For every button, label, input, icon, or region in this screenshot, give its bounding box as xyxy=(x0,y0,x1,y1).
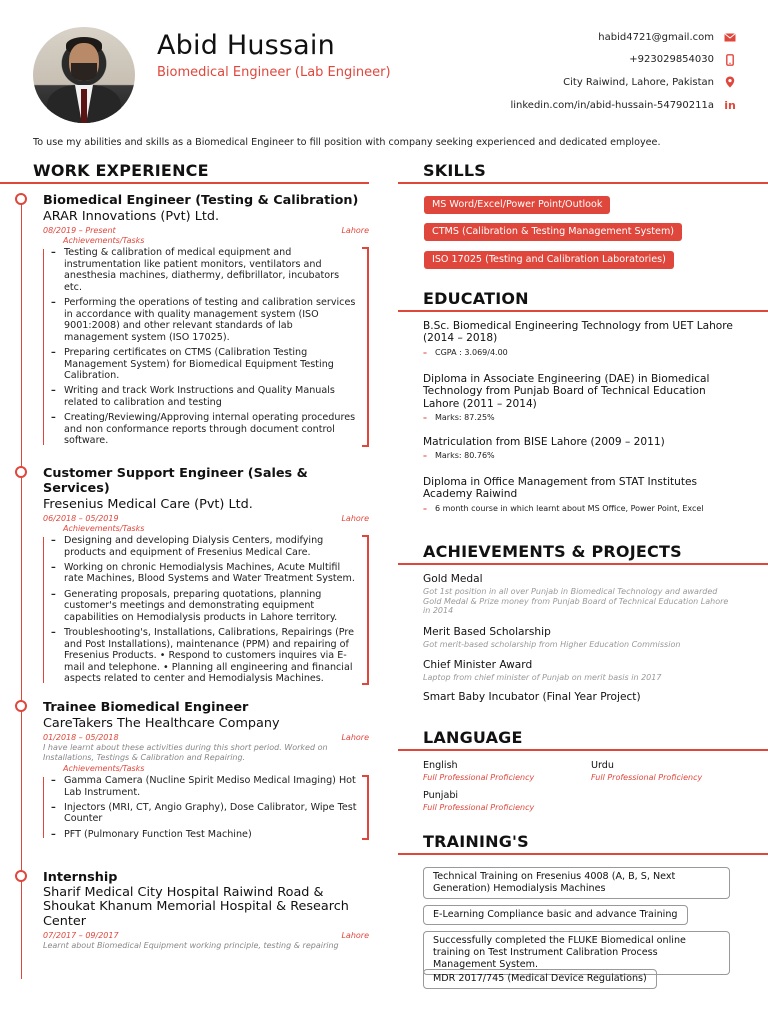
job-meta xyxy=(43,514,369,523)
job-company: Fresenius Medical Care (Pvt) Ltd. xyxy=(43,497,253,512)
education-detail: – 6 month course in which learnt about MS Office, Power Point, Excel xyxy=(423,504,733,513)
section-title-education: EDUCATION xyxy=(423,289,529,308)
job-title: Biomedical Engineer (Testing & Calibration) xyxy=(43,193,359,208)
section-title-work: WORK EXPERIENCE xyxy=(33,161,209,180)
training-entry: Technical Training on Fresenius 4008 (A, B, S, Next Generation) Hemodialysis Machines xyxy=(423,867,730,899)
contact-location: City Raiwind, Lahore, Pakistan xyxy=(510,71,736,94)
section-rule-language xyxy=(398,749,768,751)
timeline-dot xyxy=(15,870,27,882)
achievement-title: Chief Minister Award xyxy=(423,659,533,671)
achievement-title: Gold Medal xyxy=(423,573,483,585)
achievement-entry xyxy=(423,626,733,650)
job-title: Internship xyxy=(43,870,118,885)
section-rule-work xyxy=(0,182,369,184)
job-location: Lahore xyxy=(341,514,369,523)
job-entry xyxy=(43,700,369,844)
job-location: Lahore xyxy=(341,733,369,742)
language-entry xyxy=(423,760,534,782)
education-detail: – CGPA : 3.069/4.00 xyxy=(423,348,733,357)
section-rule-trainings xyxy=(398,853,768,855)
job-location: Lahore xyxy=(341,931,369,941)
section-rule-education xyxy=(398,310,768,312)
list-item: – PFT (Pulmonary Function Test Machine) xyxy=(51,829,357,841)
training-entry: E-Learning Compliance basic and advance Training xyxy=(423,905,688,925)
list-item: – Creating/Reviewing/Approving internal operating procedures and non conformance reports through document control software. xyxy=(51,412,357,447)
task-list xyxy=(43,247,369,447)
list-item: – Injectors (MRI, CT, Angio Graphy), Dose Calibrator, Wipe Test Counter xyxy=(51,802,357,825)
achievement-title: Merit Based Scholarship xyxy=(423,626,551,638)
section-title-language: LANGUAGE xyxy=(423,728,523,747)
job-meta xyxy=(43,931,369,940)
linkedin-icon: in xyxy=(724,98,736,112)
timeline-line xyxy=(21,199,22,979)
section-title-achievements: ACHIEVEMENTS & PROJECTS xyxy=(423,542,682,561)
phone-icon xyxy=(724,54,736,66)
timeline-dot xyxy=(15,193,27,205)
section-rule-skills xyxy=(398,182,768,184)
achievement-entry xyxy=(423,659,733,683)
candidate-role: Biomedical Engineer (Lab Engineer) xyxy=(157,65,391,80)
training-entry: Successfully completed the FLUKE Biomedical online training on Test Instrument Calibration Process Management System. xyxy=(423,931,730,975)
job-description: I have learnt about these activities during this short period. Worked on Installations, Testings & Calibration and Repairing. xyxy=(43,743,328,762)
job-entry xyxy=(43,870,369,951)
contact-email[interactable]: habid4721@gmail.com xyxy=(510,26,736,49)
skill-tag: ISO 17025 (Testing and Calibration Laboratories) xyxy=(424,251,674,269)
contact-linkedin[interactable]: linkedin.com/in/abid-hussain-54790211a in xyxy=(510,98,736,112)
achievements-label: Achievements/Tasks xyxy=(63,524,145,533)
section-title-trainings: TRAINING'S xyxy=(423,832,529,851)
contact-phone[interactable]: +923029854030 xyxy=(510,49,736,72)
section-title-skills: SKILLS xyxy=(423,161,486,180)
job-meta xyxy=(43,733,369,742)
timeline-dot xyxy=(15,700,27,712)
achievement-detail: Got merit-based scholarship from Higher Education Commission xyxy=(423,640,681,649)
candidate-name: Abid Hussain xyxy=(157,30,335,61)
language-name: English xyxy=(423,760,458,771)
profile-photo xyxy=(33,27,135,123)
achievement-entry xyxy=(423,573,733,616)
career-objective: To use my abilities and skills as a Biomedical Engineer to fill position with company seeking experienced and dedicated employee. xyxy=(33,137,661,148)
job-location: Lahore xyxy=(341,226,369,235)
language-entry xyxy=(591,760,702,782)
job-title: Customer Support Engineer (Sales & Services) xyxy=(43,466,308,496)
job-company: CareTakers The Healthcare Company xyxy=(43,716,280,731)
education-entry xyxy=(423,373,733,422)
education-detail: – Marks: 87.25% xyxy=(423,413,733,422)
education-detail: – Marks: 80.76% xyxy=(423,451,733,460)
education-entry xyxy=(423,476,733,513)
job-entry xyxy=(43,466,369,689)
language-name: Punjabi xyxy=(423,790,459,801)
list-item: – Generating proposals, preparing quotations, planning customer's meetings and demonstrating equipment capabilities on Hemodialysis products in Lahore territory. xyxy=(51,589,357,624)
achievements-label: Achievements/Tasks xyxy=(63,236,145,245)
job-meta xyxy=(43,226,369,235)
skill-tag: MS Word/Excel/Power Point/Outlook xyxy=(424,196,610,214)
language-entry xyxy=(423,790,534,812)
list-item: – Testing & calibration of medical equipment and instrumentation like patient monitors, ventilators and anesthesia machines, diathermy, defibrillator, incubators etc. xyxy=(51,247,357,293)
list-item: – Writing and track Work Instructions and Quality Manuals related to calibration and testing xyxy=(51,385,357,408)
education-title: Matriculation from BISE Lahore (2009 – 2011) xyxy=(423,436,665,448)
skill-tag: CTMS (Calibration & Testing Management System) xyxy=(424,223,682,241)
job-dates: 08/2019 – Present xyxy=(43,226,116,235)
achievements-label: Achievements/Tasks xyxy=(63,764,145,773)
section-rule-achievements xyxy=(398,563,768,565)
list-item: – Working on chronic Hemodialysis Machines, Acute Multifil rate Machines, Blood Systems and Water Treatment System. xyxy=(51,562,357,585)
language-name: Urdu xyxy=(591,760,614,771)
job-company: Sharif Medical City Hospital Raiwind Road & Shoukat Khanum Memorial Hospital & Research Center xyxy=(43,885,349,929)
envelope-icon xyxy=(724,31,736,43)
job-dates: 07/2017 – 09/2017 xyxy=(43,931,119,941)
language-level: Full Professional Proficiency xyxy=(591,773,703,782)
location-pin-icon xyxy=(724,76,736,88)
list-item: – Gamma Camera (Nucline Spirit Mediso Medical Imaging) Hot Lab Instrument. xyxy=(51,775,357,798)
job-company: ARAR Innovations (Pvt) Ltd. xyxy=(43,209,220,224)
education-title: Diploma in Associate Engineering (DAE) in Biomedical Technology from Punjab Board of Technical Education Lahore (2011 – 2014) xyxy=(423,373,710,410)
job-dates: 01/2018 – 05/2018 xyxy=(43,733,119,742)
education-entry xyxy=(423,320,733,357)
achievement-title: Smart Baby Incubator (Final Year Project) xyxy=(423,691,641,703)
contact-block xyxy=(510,26,736,116)
job-title: Trainee Biomedical Engineer xyxy=(43,700,249,715)
list-item: – Designing and developing Dialysis Centers, modifying products and equipment of Fresenius Medical Care. xyxy=(51,535,357,558)
timeline-dot xyxy=(15,466,27,478)
task-list xyxy=(43,775,369,840)
language-level: Full Professional Proficiency xyxy=(423,803,535,812)
list-item: – Preparing certificates on CTMS (Calibration Testing Management System) for Biomedical Equipment Testing Calibration. xyxy=(51,347,357,382)
job-dates: 06/2018 – 05/2019 xyxy=(43,514,119,523)
education-title: B.Sc. Biomedical Engineering Technology from UET Lahore (2014 – 2018) xyxy=(423,320,733,345)
language-level: Full Professional Proficiency xyxy=(423,773,535,782)
training-entry: MDR 2017/745 (Medical Device Regulations) xyxy=(423,969,657,989)
achievement-detail: Laptop from chief minister of Punjab on merit basis in 2017 xyxy=(423,673,662,682)
achievement-entry xyxy=(423,691,733,703)
task-list xyxy=(43,535,369,685)
achievement-detail: Got 1st position in all over Punjab in Biomedical Technology and awarded Gold Medal & Prize money from Punjab Board of Technical Education Lahore in 2014 xyxy=(423,587,729,616)
education-entry xyxy=(423,436,733,460)
list-item: – Troubleshooting's, Installations, Calibrations, Repairings (Pre and Post Installations), maintenance (PPM) and repairing of Fresenius Products. • Respond to customers inquires via E-mail and telephone. • Planning all engineering and financial aspects related to center and Hemodialysis Machines. xyxy=(51,627,357,685)
job-description: Learnt about Biomedical Equipment working principle, testing & repairing xyxy=(43,941,339,951)
job-entry xyxy=(43,193,369,450)
education-title: Diploma in Office Management from STAT Institutes Academy Raiwind xyxy=(423,476,698,501)
list-item: – Performing the operations of testing and calibration services in accordance with quality management system (ISO 9001:2008) and other relevant standards of lab management system (ISO 17025). xyxy=(51,297,357,343)
